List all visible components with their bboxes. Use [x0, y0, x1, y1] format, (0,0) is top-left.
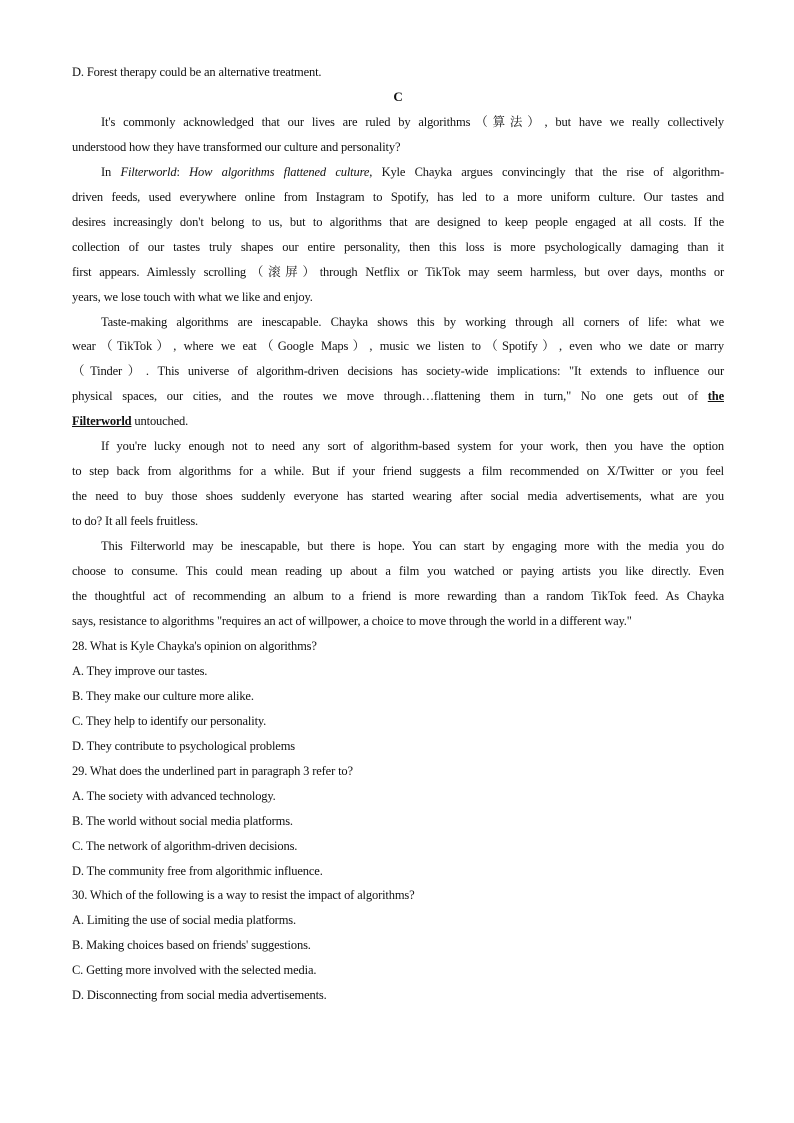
paragraph-line: first appears. Aimlessly scrolling（滚屏）through Netflix or TikTok may seem harmless, but over days, months or [72, 264, 724, 279]
paragraph-line: the thoughtful act of recommending an album to a friend is more rewarding than a random TikTok feed. As Chayka [72, 589, 724, 604]
answer-option-b: B. They make our culture more alike. [72, 688, 254, 703]
paragraph-line: Filterworld untouched. [72, 414, 189, 429]
answer-option-c: C. Getting more involved with the selected media. [72, 963, 317, 978]
answer-option-a: A. The society with advanced technology. [72, 788, 276, 803]
book-subtitle: How algorithms flattened culture [189, 164, 370, 179]
paragraph-line: （Tinder）. This universe of algorithm-driven decisions has society-wide implications: "It extends to influence our [72, 364, 724, 379]
question-stem: 29. What does the underlined part in paragraph 3 refer to? [72, 763, 353, 778]
question-stem: 30. Which of the following is a way to resist the impact of algorithms? [72, 888, 415, 903]
paragraph-line: physical spaces, our cities, and the routes we move through…flattening them in turn," No one gets out of the [72, 389, 724, 404]
paragraph-line: choose to consume. This could mean reading up about a film you watched or paying artists you like directly. Even [72, 564, 724, 579]
book-title: Filterworld [120, 164, 177, 179]
question-29 [72, 759, 724, 884]
paragraph-line: In Filterworld: How algorithms flattened culture, Kyle Chayka argues convincingly that the rise of algorithm- [101, 164, 724, 179]
paragraph-line: wear（TikTok）, where we eat（Google Maps）, music we listen to（Spotify）, even who we date or marry [72, 339, 724, 354]
paragraph-line: This Filterworld may be inescapable, but there is hope. You can start by engaging more with the media you do [101, 539, 724, 554]
answer-option-d: D. The community free from algorithmic influence. [72, 863, 323, 878]
paragraph-2 [72, 160, 724, 310]
answer-option-c: C. They help to identify our personality. [72, 713, 267, 728]
paragraph-line: to step back from algorithms for a while. But if your friend suggests a film recommended on X/Twitter or you feel [72, 464, 724, 479]
paragraph-line: years, we lose touch with what we like and enjoy. [72, 289, 313, 304]
question-28 [72, 634, 724, 759]
underlined-phrase: the [707, 389, 724, 404]
answer-option-a: A. Limiting the use of social media platforms. [72, 913, 296, 928]
underlined-phrase: Filterworld [72, 414, 132, 429]
paragraph-1 [72, 110, 724, 160]
paragraph-line: It's commonly acknowledged that our lives are ruled by algorithms（算法）, but have we really collectively [101, 114, 724, 129]
answer-option-a: A. They improve our tastes. [72, 663, 208, 678]
paragraph-4 [72, 434, 724, 534]
paragraph-line: to do? It all feels fruitless. [72, 514, 199, 529]
paragraph-line: collection of our tastes truly shapes our entire personality, then this loss is more psychologically damaging than it [72, 239, 724, 254]
section-heading: C [393, 88, 403, 104]
question-stem: 28. What is Kyle Chayka's opinion on algorithms? [72, 638, 317, 653]
document-page [72, 60, 724, 1008]
paragraph-line: If you're lucky enough not to need any sort of algorithm-based system for your work, then you have the option [101, 439, 724, 454]
paragraph-line: driven feeds, used everywhere online from Instagram to Spotify, has led to a more uniform culture. Our tastes and [72, 189, 724, 204]
answer-option-b: B. Making choices based on friends' suggestions. [72, 938, 311, 953]
paragraph-line: understood how they have transformed our culture and personality? [72, 139, 401, 154]
answer-option-d: D. Disconnecting from social media advertisements. [72, 988, 327, 1003]
answer-option-d: D. They contribute to psychological problems [72, 738, 295, 753]
question-30 [72, 883, 724, 1008]
paragraph-line: Taste-making algorithms are inescapable. Chayka shows this by working through all corners of life: what we [101, 314, 724, 329]
paragraph-line: the need to buy those shoes suddenly everyone has started wearing after social media advertisements, what are you [72, 489, 724, 504]
paragraph-line: says, resistance to algorithms "requires an act of willpower, a choice to move through the world in a different way." [72, 613, 632, 628]
paragraph-3 [72, 310, 724, 435]
answer-option-b: B. The world without social media platforms. [72, 813, 293, 828]
answer-option-c: C. The network of algorithm-driven decisions. [72, 838, 298, 853]
paragraph-5 [72, 534, 724, 634]
paragraph-line: desires increasingly don't belong to us, but to algorithms that are designed to keep people engaged at all costs. If the [72, 214, 724, 229]
previous-question-option-d: D. Forest therapy could be an alternative treatment. [72, 65, 322, 79]
